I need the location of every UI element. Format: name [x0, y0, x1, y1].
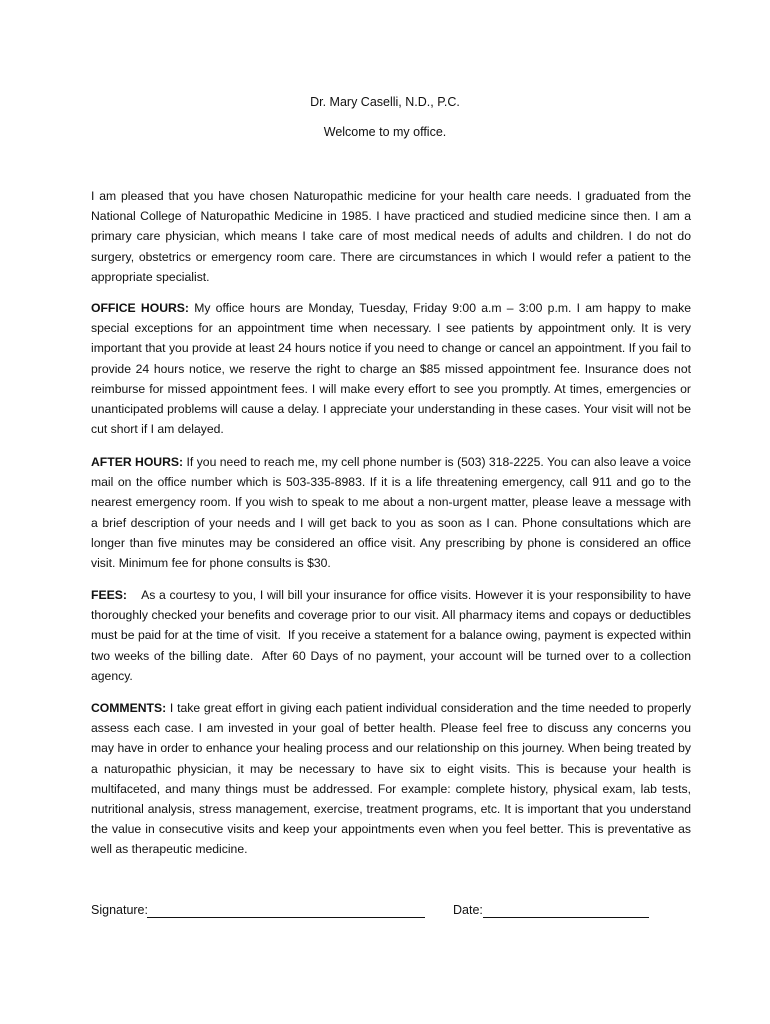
- date-label: Date:: [453, 903, 483, 917]
- office-hours-text: My office hours are Monday, Tuesday, Friday 9:00 a.m – 3:00 p.m. I am happy to make special exceptions for an appointment time when necessary. I see patients by appointment only. It is very important that you provide at least 24 hours notice if you need to change or cancel an appointment. If you fail to provide 24 hours notice, we reserve the right to charge an $85 missed appointment fee. Insurance does not reimburse for missed appointment fees. I will make every effort to see you promptly. At times, emergencies or unanticipated problems will cause a delay. I appreciate your understanding in these cases. Your visit will not be cut short if I am delayed.: [91, 301, 691, 437]
- fees-paragraph: [91, 585, 695, 686]
- doctor-name-heading: Dr. Mary Caselli, N.D., P.C.: [310, 95, 460, 109]
- intro-section: [91, 186, 691, 287]
- after-hours-label: AFTER HOURS:: [91, 455, 184, 469]
- signature-label: Signature:: [91, 903, 148, 917]
- intro-paragraph: I am pleased that you have chosen Naturopathic medicine for your health care needs. I graduated from the National College of Naturopathic Medicine in 1985. I have practiced and studied medicine since then. I am a primary care physician, which means I take care of most medical needs of adults and children. I do not do surgery, obstetrics or emergency room care. There are circumstances in which I would refer a patient to the appropriate specialist.: [91, 189, 691, 284]
- comments-label: COMMENTS:: [91, 701, 167, 715]
- welcome-heading: Welcome to my office.: [323, 125, 447, 139]
- comments-text: I take great effort in giving each patient individual consideration and the time needed to properly assess each case. I am invested in your goal of better health. Please feel free to discuss any concerns you may have in order to enhance your healing process and our relationship on this journey. When being treated by a naturopathic physician, it may be necessary to have six to eight visits. This is because your health is multifaceted, and many things must be addressed. For example: complete history, physical exam, lab tests, nutritional analysis, stress management, exercise, treatment programs, etc. It is important that you understand the value in consecutive visits and keep your appointments even when you feel better. This is preventative as well as therapeutic medicine.: [91, 701, 691, 857]
- office-hours-paragraph: [91, 298, 691, 439]
- comments-section: [91, 698, 691, 860]
- office-hours-label: OFFICE HOURS:: [91, 301, 189, 315]
- office-hours-section: [91, 298, 691, 439]
- after-hours-text: If you need to reach me, my cell phone number is (503) 318-2225. You can also leave a voice mail on the office number which is 503-335-8983. If it is a life threatening emergency, call 911 and go to the nearest emergency room. If you wish to speak to me about a non-urgent matter, please leave a message with a brief description of your needs and I will get back to you as soon as I can. Phone consultations which are longer than five minutes may be considered an office visit. Any prescribing by phone is considered an office visit. Minimum fee for phone consults is $30.: [91, 455, 691, 571]
- fees-text: As a courtesy to you, I will bill your insurance for office visits. However it is your responsibility to have thoroughly checked your benefits and coverage prior to our visit. All pharmacy items and copays or deductibles must be paid for at the time of visit. If you receive a statement for a balance owing, payment is expected within two weeks of the billing date. After 60 Days of no payment, your account will be turned over to a collection agency.: [91, 588, 695, 683]
- fees-label: FEES:: [91, 588, 127, 602]
- date-line[interactable]: [483, 917, 649, 918]
- comments-paragraph: [91, 698, 691, 860]
- fees-section: [91, 585, 695, 686]
- after-hours-paragraph: [91, 452, 691, 573]
- after-hours-section: [91, 452, 691, 573]
- signature-line[interactable]: [147, 917, 425, 918]
